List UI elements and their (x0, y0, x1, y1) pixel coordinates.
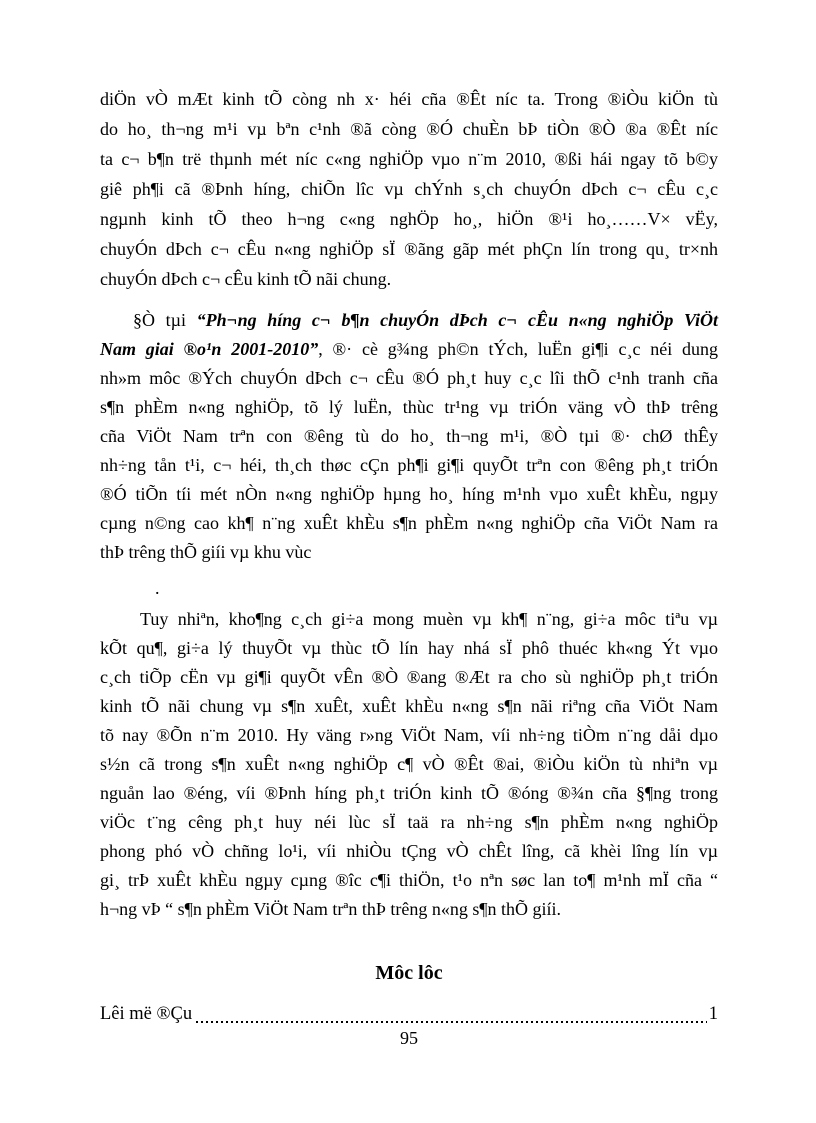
text-line (100, 480, 718, 509)
text-line (100, 866, 718, 895)
text-run: §Ò tµi (133, 310, 197, 330)
toc-page-number: 1 (708, 1004, 718, 1024)
text-line (100, 750, 718, 779)
text-run: gi¸ trÞ xuÊt khÈu ngµy cµng ®îc c¶i thiÖn, t¹o nªn søc lan to¶ m¹nh mÏ cña “ (100, 870, 718, 890)
text-run: s½n cã trong s¶n xuÊt n«ng nghiÖp c¶ vÒ ®Êt ®ai, ®iÒu kiÖn tù nhiªn vµ (100, 754, 718, 774)
text-line (100, 895, 718, 924)
text-line (100, 84, 718, 114)
text-line (100, 509, 718, 538)
text-line (100, 779, 718, 808)
text-line (100, 422, 718, 451)
text-run: kinh tÕ nãi chung vµ s¶n xuÊt, xuÊt khÈu n«ng s¶n nãi riªng cña ViÖt Nam (100, 696, 718, 716)
text-run: do ho¸ th¬ng m¹i vµ bªn c¹nh ®ã còng ®Ó chuÈn bÞ tiÒn ®Ò ®a ®Êt níc (100, 119, 718, 139)
text-run: chuyÓn dÞch c¬ cÊu kinh tÕ nãi chung. (100, 269, 392, 289)
toc-entry-label: Lêi më ®Çu (100, 1004, 193, 1024)
text-line (100, 634, 718, 663)
text-run: tõ nay ®Õn n¨m 2010. Hy väng r»ng ViÖt Nam, víi nh÷ng tiÒm n¨ng dåi dµo (100, 725, 718, 745)
text-line (100, 393, 718, 422)
paragraph-2 (100, 306, 718, 567)
text-line (100, 264, 718, 294)
text-line (100, 144, 718, 174)
thesis-title-emphasis: Nam giai ®o¹n 2001-2010” (100, 339, 319, 359)
text-line (100, 663, 718, 692)
text-line (100, 335, 718, 364)
text-line (100, 692, 718, 721)
text-line (100, 364, 718, 393)
text-line (100, 204, 718, 234)
text-run: , ®· cè g¾ng ph©n tÝch, luËn gi¶i c¸c néi dung (318, 339, 718, 359)
text-run: viÖc t¨ng cêng ph¸t huy néi lùc sÏ taä ra nh÷ng s¶n phÈm n«ng nghiÖp (100, 812, 718, 832)
text-line (100, 721, 718, 750)
text-line (100, 577, 718, 599)
text-run: . (155, 578, 160, 598)
text-line (100, 114, 718, 144)
text-run: kÕt qu¶, gi÷a lý thuyÕt vµ thùc tÕ lín hay nhá sÏ phô thuéc kh«ng Ýt vµo (100, 638, 718, 658)
text-run: ta c¬ b¶n trë thµnh mét níc c«ng nghiÖp vµo n¨m 2010, ®ßi hái ngay tõ b©y (100, 149, 718, 169)
text-line (100, 234, 718, 264)
text-run: phong phó vÒ chñng lo¹i, víi nhiÒu tÇng vÒ chÊt lîng, cã khèi lîng lín vµ (100, 841, 718, 861)
text-line (100, 837, 718, 866)
text-run: diÖn vÒ mÆt kinh tÕ còng nh x· héi cña ®Êt níc ta. Trong ®iÒu kiÖn tù (100, 89, 718, 109)
toc-line (100, 1000, 718, 1028)
text-run: s¶n phÈm n«ng nghiÖp, tõ lý luËn, thùc tr¹ng vµ triÓn väng vÒ thÞ trêng (100, 397, 718, 417)
text-run: thÞ trêng thÕ giíi vµ khu vùc (100, 542, 312, 562)
paragraph-dot (100, 577, 718, 599)
text-run: cña ViÖt Nam trªn con ®êng tù do ho¸ th¬ng m¹i, ®Ò tµi ®· chØ thÊy (100, 426, 718, 446)
toc-dot-leader (196, 1021, 707, 1023)
thesis-title-emphasis: “Ph¬ng híng c¬ b¶n chuyÓn dÞch c¬ cÊu n«ng nghiÖp ViÖt (196, 310, 718, 330)
text-run: ®Ó tiÕn tíi mét nÒn n«ng nghiÖp hµng ho¸ híng m¹nh vµo xuÊt khÈu, ngµy (100, 484, 718, 504)
text-line (100, 605, 718, 634)
paragraph-1 (100, 84, 718, 294)
page-number: 95 (400, 1028, 418, 1048)
text-run: h¬ng vÞ “ s¶n phÈm ViÖt Nam trªn thÞ trêng n«ng s¶n thÕ giíi. (100, 899, 562, 919)
text-run: giê ph¶i cã ®Þnh híng, chiÕn lîc vµ chÝnh s¸ch chuyÓn dÞch c¬ cÊu c¸c (100, 179, 718, 199)
text-run: cµng n©ng cao kh¶ n¨ng xuÊt khÈu s¶n phÈm n«ng nghiÖp cña ViÖt Nam ra (100, 513, 718, 533)
text-run: c¸ch tiÕp cËn vµ gi¶i quyÕt vÊn ®Ò ®ang ®Æt ra cho sù nghiÖp ph¸t triÓn (100, 667, 718, 687)
text-line (100, 306, 718, 335)
text-run: chuyÓn dÞch c¬ cÊu n«ng nghiÖp sÏ ®ãng gãp mét phÇn lín trong qu¸ tr×nh (100, 239, 718, 259)
document-body (100, 84, 718, 1028)
text-line (100, 808, 718, 837)
text-run: nh»m môc ®Ých chuyÓn dÞch c¬ cÊu ®Ó ph¸t huy c¸c lîi thÕ c¹nh tranh cña (100, 368, 718, 388)
text-run: ngµnh kinh tÕ theo h¬ng c«ng nghÖp ho¸, hiÖn ®¹i ho¸……V× vËy, (100, 209, 718, 229)
text-line (100, 174, 718, 204)
text-run: nh÷ng tån t¹i, c¬ héi, th¸ch thøc cÇn ph¶i gi¶i quyÕt trªn con ®êng ph¸t triÓn (100, 455, 718, 475)
text-run: Tuy nhiªn, kho¶ng c¸ch gi÷a mong muèn vµ kh¶ n¨ng, gi÷a môc tiªu vµ (140, 609, 718, 629)
text-line (100, 451, 718, 480)
text-line (100, 538, 718, 567)
paragraph-3 (100, 605, 718, 924)
text-run: nguån lao ®éng, víi ®Þnh híng ph¸t triÓn kinh tÕ ®óng ®¾n cña §¶ng trong (100, 783, 718, 803)
section-heading-muc-luc: Môc lôc (375, 962, 443, 984)
